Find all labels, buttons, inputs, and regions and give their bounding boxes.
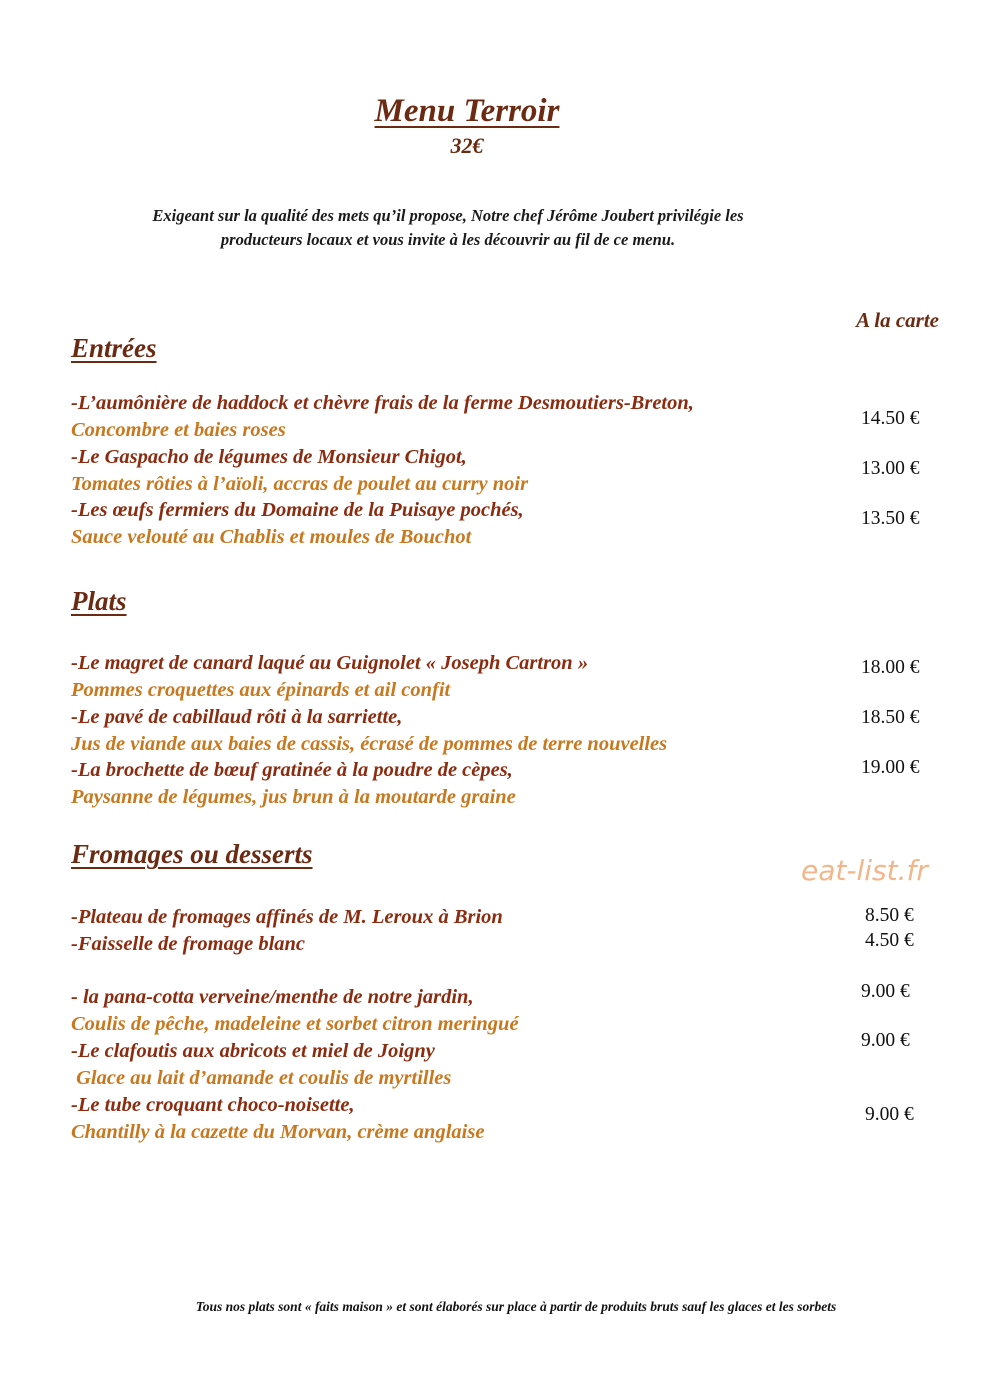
dish-name: -Le Gaspacho de légumes de Monsieur Chigot, — [71, 446, 467, 468]
section-title-fromages-desserts: Fromages ou desserts — [71, 839, 313, 869]
dish-description: Jus de viande aux baies de cassis, écrasé de pommes de terre nouvelles — [71, 733, 668, 755]
intro-line-1: Exigeant sur la qualité des mets qu’il propose, Notre chef Jérôme Joubert privilégie les — [152, 206, 744, 225]
cheese-name: -Plateau de fromages affinés de M. Leroux à Brion — [71, 906, 503, 928]
dish-description: Tomates rôties à l’aïoli, accras de poulet au curry noir — [71, 473, 529, 495]
dessert-name: - la pana-cotta verveine/menthe de notre jardin, — [71, 986, 474, 1008]
dessert-description: Glace au lait d’amande et coulis de myrtilles — [71, 1067, 452, 1089]
watermark: eat-list.fr — [801, 854, 928, 887]
dessert-name: -Le clafoutis aux abricots et miel de Joigny — [71, 1040, 435, 1062]
dish-description: Pommes croquettes aux épinards et ail confit — [71, 679, 451, 701]
dish-name: -La brochette de bœuf gratinée à la poudre de cèpes, — [71, 759, 513, 781]
section-title-entrees: Entrées — [71, 333, 157, 363]
dish-price: 18.00 € — [861, 657, 920, 678]
dish-description: Paysanne de légumes, jus brun à la moutarde graine — [71, 786, 516, 808]
dish-name: -Le pavé de cabillaud rôti à la sarriette, — [71, 706, 403, 728]
cheese-name: -Faisselle de fromage blanc — [71, 933, 306, 955]
dish-price: 14.50 € — [861, 408, 920, 429]
dessert-price: 9.00 € — [861, 981, 910, 1002]
menu-price: 32€ — [450, 133, 484, 158]
menu-title: Menu Terroir — [374, 93, 560, 129]
dish-description: Sauce velouté au Chablis et moules de Bouchot — [71, 526, 472, 548]
cheese-price: 4.50 € — [865, 930, 914, 951]
dish-price: 19.00 € — [861, 757, 920, 778]
a-la-carte-label: A la carte — [856, 308, 939, 332]
dessert-price: 9.00 € — [861, 1030, 910, 1051]
dish-name: -L’aumônière de haddock et chèvre frais de la ferme Desmoutiers-Breton, — [71, 392, 694, 414]
dessert-price: 9.00 € — [865, 1104, 914, 1125]
dessert-name: -Le tube croquant choco-noisette, — [71, 1094, 355, 1116]
dish-description: Concombre et baies roses — [71, 419, 286, 441]
dish-name: -Le magret de canard laqué au Guignolet « Joseph Cartron » — [71, 652, 589, 674]
dish-name: -Les œufs fermiers du Domaine de la Puisaye pochés, — [71, 499, 524, 521]
cheese-price: 8.50 € — [865, 905, 914, 926]
dessert-description: Chantilly à la cazette du Morvan, crème anglaise — [71, 1121, 485, 1143]
dish-price: 18.50 € — [861, 707, 920, 728]
dish-price: 13.00 € — [861, 458, 920, 479]
dessert-description: Coulis de pêche, madeleine et sorbet citron meringué — [71, 1013, 519, 1035]
intro-line-2: producteurs locaux et vous invite à les découvrir au fil de ce menu. — [220, 230, 676, 249]
footer-note: Tous nos plats sont « faits maison » et sont élaborés sur place à partir de produits bruts sauf les glaces et les sorbets — [195, 1299, 837, 1314]
dish-price: 13.50 € — [861, 508, 920, 529]
section-title-plats: Plats — [71, 586, 127, 616]
